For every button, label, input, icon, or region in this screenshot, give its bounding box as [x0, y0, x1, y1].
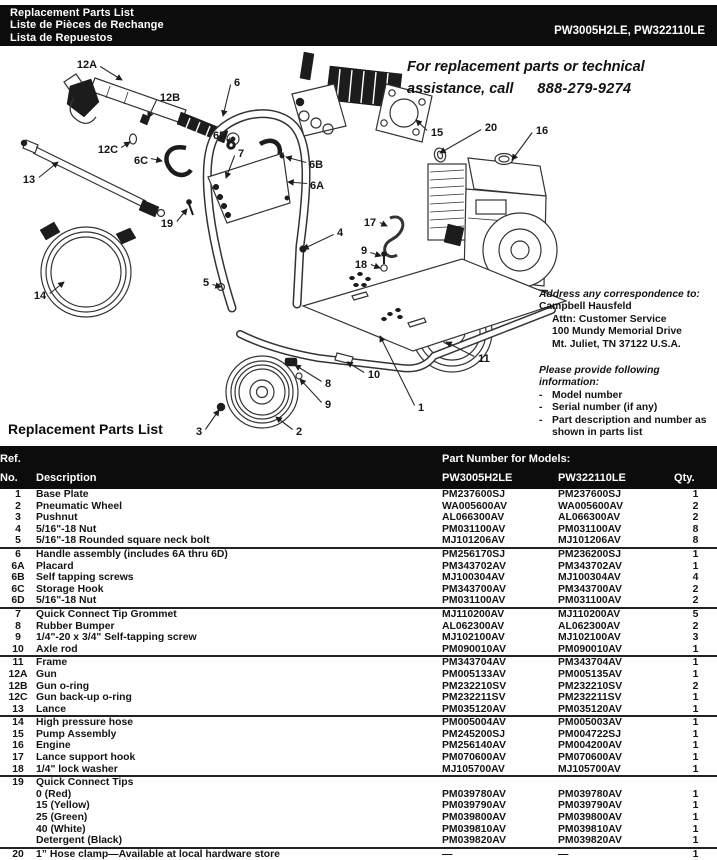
callout-label-9: 9 — [324, 399, 332, 411]
cell-qty: 2 — [692, 512, 699, 524]
cell-pn1: PM031100AV — [442, 595, 506, 607]
part-row — [0, 812, 717, 824]
callout-label-16: 16 — [535, 125, 549, 137]
part-row — [0, 595, 717, 608]
cell-pn2: PM005003AV — [558, 716, 674, 729]
cell-qty: 2 — [692, 583, 699, 595]
correspondence-company: Campbell Hausfeld — [539, 301, 632, 313]
cell-pn2: — — [558, 848, 674, 860]
cell-pn2: PM005135AV — [558, 668, 622, 680]
cell-ref: 2 — [15, 500, 21, 512]
cell-ref: 7 — [0, 608, 36, 621]
cell-pn1: AL062300AV — [442, 620, 505, 632]
cell-desc: 5/16"-18 Nut — [36, 523, 97, 535]
cell-desc: 1” Hose clamp—Available at local hardware store — [36, 848, 442, 860]
left-wheel-illustration — [217, 356, 298, 428]
cell-desc: Frame — [36, 656, 442, 669]
assistance-line1: For replacement parts or technical — [407, 59, 645, 75]
cell-desc: Gun o-ring — [36, 680, 90, 692]
cell-ref: 17 — [12, 752, 24, 764]
provide-item — [539, 415, 715, 440]
cell-pn2: WA005600AV — [558, 500, 624, 512]
cell-pn2: AL062300AV — [558, 620, 621, 632]
cell-qty: 1 — [692, 763, 699, 775]
part-row — [0, 621, 717, 633]
gun-oring-illustration — [130, 114, 151, 144]
cell-ref: 4 — [15, 523, 21, 535]
part-row — [0, 584, 717, 596]
lance-illustration — [21, 140, 165, 217]
part-row — [0, 669, 717, 681]
parts-table-header — [0, 446, 717, 489]
document-header — [0, 5, 717, 46]
part-row — [0, 835, 717, 848]
cell-qty: 2 — [692, 595, 699, 607]
correspondence-block — [539, 289, 715, 439]
col-description: Description — [36, 466, 442, 489]
callout-leader-13 — [39, 162, 58, 178]
cell-pn1: PM237600SJ — [442, 489, 505, 500]
cell-desc: Lance support hook — [36, 752, 136, 764]
col-model1: PW3005H2LE — [442, 466, 558, 489]
callout-label-19: 19 — [160, 218, 174, 230]
cell-pn2: PM004200AV — [558, 740, 622, 752]
cell-qty — [674, 776, 717, 789]
cell-qty: 2 — [692, 620, 699, 632]
cell-pn2: MJ102100AV — [558, 632, 621, 644]
part-row — [0, 548, 717, 561]
cell-ref: 16 — [12, 740, 24, 752]
part-row — [0, 561, 717, 573]
cell-qty: 2 — [692, 500, 699, 512]
header-title-fr: Liste de Pièces de Rechange — [10, 19, 164, 32]
cell-qty: 1 — [692, 812, 699, 824]
cell-pn2: PM039820AV — [558, 835, 622, 847]
provide-item-text: Part description and number as shown in parts list — [552, 414, 707, 439]
cell-pn2: AL066300AV — [558, 512, 621, 524]
cell-desc: Self tapping screws — [36, 572, 134, 584]
cell-ref: 5 — [15, 535, 21, 547]
callout-label-18: 18 — [354, 259, 368, 271]
part-row — [0, 535, 717, 548]
cell-ref: 18 — [12, 763, 24, 775]
callout-label-7: 7 — [237, 148, 245, 160]
cell-pn1: PM256140AV — [442, 740, 506, 752]
cell-qty: 1 — [674, 716, 717, 729]
parts-table — [0, 446, 717, 860]
part-row — [0, 729, 717, 741]
cell-pn1: PM245200SJ — [442, 728, 505, 740]
correspondence-city: Mt. Juliet, TN 37122 U.S.A. — [552, 338, 681, 350]
exploded-parts-diagram — [0, 46, 570, 448]
cell-qty: 4 — [692, 572, 699, 584]
cell-ref: 20 — [0, 848, 36, 860]
cell-pn1: PM039780AV — [442, 788, 506, 800]
bullet-dash: - — [539, 389, 543, 401]
correspondence-attn: Attn: Customer Service — [552, 313, 667, 325]
callout-label-6C: 6C — [133, 155, 149, 167]
part-row — [0, 789, 717, 801]
cell-desc: Axle rod — [36, 643, 78, 655]
provide-intro-line1: Please provide following — [539, 365, 660, 377]
cell-pn2: PM004722SJ — [558, 728, 621, 740]
cell-pn1: MJ102100AV — [442, 632, 505, 644]
callout-label-12C: 12C — [97, 144, 119, 156]
cell-ref: 3 — [15, 512, 21, 524]
hose-illustration — [40, 222, 136, 317]
cell-pn1 — [442, 776, 558, 789]
assistance-phone-number: 888-279-9274 — [537, 80, 632, 97]
correspondence-intro: Address any correspondence to: — [539, 289, 700, 300]
part-row — [0, 512, 717, 524]
callout-label-20: 20 — [484, 122, 498, 134]
cell-qty: 1 — [692, 800, 699, 812]
cell-qty: 1 — [692, 643, 699, 655]
cell-pn2: PM237600SJ — [558, 489, 621, 500]
header-titles — [10, 7, 164, 45]
provide-item-text: Model number — [552, 389, 623, 401]
cell-ref — [0, 835, 36, 848]
cell-ref — [0, 824, 36, 836]
part-row — [0, 824, 717, 836]
part-row — [0, 644, 717, 657]
cell-qty: 1 — [692, 788, 699, 800]
cell-pn2: PM232211SV — [558, 692, 622, 704]
col-model2: PW322110LE — [558, 466, 674, 489]
part-row — [0, 752, 717, 764]
cell-desc: 25 (Green) — [36, 812, 88, 824]
callout-leader-19 — [177, 209, 187, 222]
cell-ref: 8 — [15, 620, 21, 632]
cell-qty: 1 — [692, 835, 699, 847]
part-row — [0, 681, 717, 693]
correspondence-street: 100 Mundy Memorial Drive — [552, 326, 682, 338]
cell-pn1: PM343700AV — [442, 583, 506, 595]
cell-qty: 1 — [692, 692, 699, 704]
callout-leader-18 — [371, 265, 380, 269]
callout-label-6: 6 — [233, 77, 241, 89]
cell-ref: 12B — [8, 680, 28, 692]
cell-pn1: PM039790AV — [442, 800, 506, 812]
cell-pn2: PM236200SJ — [558, 548, 674, 561]
header-title-es: Lista de Repuestos — [10, 31, 113, 44]
cell-desc: Pneumatic Wheel — [36, 500, 123, 512]
part-row — [0, 800, 717, 812]
cell-pn2: PM343704AV — [558, 656, 674, 669]
cell-pn1: PM039820AV — [442, 835, 506, 847]
cell-pn1: PM005133AV — [442, 668, 506, 680]
callout-leader-4 — [303, 235, 334, 250]
part-row — [0, 764, 717, 777]
part-row — [0, 632, 717, 644]
hose-clamp-illustration — [433, 147, 447, 163]
cell-pn1: PM090010AV — [442, 643, 506, 655]
cell-ref: 12A — [8, 668, 28, 680]
cell-ref: 6B — [11, 572, 25, 584]
cell-desc: Detergent (Black) — [36, 835, 123, 847]
cell-desc: Gun — [36, 668, 57, 680]
cell-pn2: PM070600AV — [558, 752, 622, 764]
cell-desc: Gun back-up o-ring — [36, 692, 132, 704]
part-row — [0, 740, 717, 752]
cell-desc: 1/4"-20 x 3/4" Self-tapping screw — [36, 632, 197, 644]
cell-qty: 2 — [692, 680, 699, 692]
cell-desc: 1/4" lock washer — [36, 763, 118, 775]
cell-qty: 1 — [692, 489, 699, 500]
assistance-line2: assistance, call — [407, 80, 514, 97]
callout-label-6A: 6A — [309, 180, 325, 192]
cell-pn1: PM039810AV — [442, 823, 506, 835]
cell-pn2 — [558, 776, 674, 789]
cell-pn2: PM343700AV — [558, 583, 622, 595]
callout-leader-16 — [512, 133, 532, 161]
cell-qty: 1 — [674, 656, 717, 669]
cell-pn1: PM070600AV — [442, 752, 506, 764]
cell-pn1: PM343704AV — [442, 656, 558, 669]
cell-desc: Pushnut — [36, 512, 78, 524]
cell-qty: 1 — [674, 848, 717, 860]
callout-leader-9 — [370, 253, 381, 257]
cell-pn2: MJ101206AV — [558, 535, 621, 547]
cell-pn1: MJ101206AV — [442, 535, 505, 547]
cell-pn2: PM039780AV — [558, 788, 622, 800]
cell-desc: Lance — [36, 703, 67, 715]
cell-pn2: PM039800AV — [558, 812, 622, 824]
cell-desc: 15 (Yellow) — [36, 800, 90, 812]
cell-ref: 1 — [15, 489, 21, 500]
cell-desc: Engine — [36, 740, 71, 752]
provide-item — [539, 390, 715, 402]
cell-ref — [0, 789, 36, 801]
cell-ref: 14 — [0, 716, 36, 729]
part-row — [0, 524, 717, 536]
cell-desc: 5/16"-18 Rounded square neck bolt — [36, 535, 210, 547]
cell-desc: Placard — [36, 560, 74, 572]
assistance-note — [407, 57, 713, 100]
callout-label-5: 5 — [202, 277, 210, 289]
callout-label-4: 4 — [336, 227, 344, 239]
part-row — [0, 716, 717, 729]
cell-desc: Handle assembly (includes 6A thru 6D) — [36, 548, 442, 561]
cell-desc: Quick Connect Tip Grommet — [36, 608, 442, 621]
cell-qty: 3 — [692, 632, 699, 644]
callout-leader-12A — [100, 67, 122, 81]
cell-qty: 1 — [692, 823, 699, 835]
callout-label-2: 2 — [295, 426, 303, 438]
callout-leader-5 — [212, 285, 221, 288]
provide-intro-line2: information: — [539, 377, 600, 389]
cell-ref — [0, 800, 36, 812]
callout-label-13: 13 — [22, 174, 36, 186]
cell-desc: 40 (White) — [36, 823, 86, 835]
bullet-dash: - — [539, 414, 543, 426]
header-model-numbers: PW3005H2LE, PW322110LE — [554, 24, 705, 37]
cell-pn2: PM031100AV — [558, 523, 622, 535]
cell-qty: 8 — [692, 523, 699, 535]
col-ref-line2: No. — [0, 466, 36, 489]
callout-label-12A: 12A — [76, 59, 98, 71]
cell-desc: Rubber Bumper — [36, 620, 115, 632]
callout-label-6B: 6B — [308, 159, 324, 171]
cell-pn1: MJ100304AV — [442, 572, 505, 584]
cell-ref: 19 — [0, 776, 36, 789]
cell-pn1: PM232211SV — [442, 692, 506, 704]
callout-leader-6C — [151, 159, 162, 162]
cell-pn2: PM039790AV — [558, 800, 622, 812]
cell-pn1: — — [442, 848, 558, 860]
cell-pn1: MJ105700AV — [442, 763, 505, 775]
cell-desc: Quick Connect Tips — [36, 776, 442, 789]
bullet-dash: - — [539, 402, 543, 414]
cell-pn1: PM039800AV — [442, 812, 506, 824]
cell-qty: 1 — [692, 703, 699, 715]
part-row — [0, 704, 717, 717]
cell-pn1: PM035120AV — [442, 703, 506, 715]
cell-desc: Storage Hook — [36, 583, 104, 595]
cell-ref: 9 — [15, 632, 21, 644]
cell-pn1: PM343702AV — [442, 560, 506, 572]
cell-pn1: PM031100AV — [442, 523, 506, 535]
part-row — [0, 776, 717, 789]
cell-qty: 1 — [692, 560, 699, 572]
cell-ref: 6 — [0, 548, 36, 561]
parts-list-heading: Replacement Parts List — [8, 421, 163, 437]
cell-pn2: PM343702AV — [558, 560, 622, 572]
cell-pn2: PM031100AV — [558, 595, 622, 607]
cell-qty: 1 — [692, 728, 699, 740]
cell-desc: 0 (Red) — [36, 788, 72, 800]
cell-ref: 13 — [12, 703, 24, 715]
callout-label-17: 17 — [363, 217, 377, 229]
part-row — [0, 572, 717, 584]
callout-leader-12C — [121, 142, 130, 148]
cell-pn2: PM035120AV — [558, 703, 622, 715]
callout-label-12B: 12B — [159, 92, 181, 104]
part-row — [0, 848, 717, 860]
parts-table-body — [0, 489, 717, 860]
provide-item — [539, 402, 715, 414]
callout-leader-3 — [205, 410, 219, 430]
cell-ref: 11 — [0, 656, 36, 669]
cell-pn1: WA005600AV — [442, 500, 508, 512]
cell-pn2: PM090010AV — [558, 643, 622, 655]
part-row — [0, 501, 717, 513]
cell-qty: 8 — [692, 535, 699, 547]
cell-desc: Pump Assembly — [36, 728, 117, 740]
provide-item-text: Serial number (if any) — [552, 402, 658, 414]
callout-leader-17 — [380, 223, 387, 227]
callout-label-11: 11 — [478, 353, 490, 365]
col-ref-line1: Ref. — [0, 446, 36, 466]
cell-ref: 6C — [11, 583, 25, 595]
cell-qty: 1 — [674, 548, 717, 561]
callout-label-6D: 6D — [212, 130, 228, 142]
col-spacer — [674, 446, 717, 466]
callout-leader-20 — [440, 130, 481, 154]
cell-qty: 5 — [674, 608, 717, 621]
cell-ref: 15 — [12, 728, 24, 740]
callout-leader-9 — [300, 379, 322, 403]
cell-pn2: MJ105700AV — [558, 763, 621, 775]
callout-leader-6 — [223, 85, 231, 117]
part-row — [0, 608, 717, 621]
cell-ref: 12C — [8, 692, 28, 704]
cell-desc: Base Plate — [36, 489, 89, 500]
diagram-svg — [0, 46, 570, 448]
cell-ref — [0, 812, 36, 824]
callout-label-10: 10 — [367, 369, 381, 381]
col-part-number-heading: Part Number for Models: — [442, 446, 674, 466]
cell-pn1: PM256170SJ — [442, 548, 558, 561]
cell-qty: 1 — [692, 668, 699, 680]
cell-pn1: PM232210SV — [442, 680, 507, 692]
cell-pn1: AL066300AV — [442, 512, 505, 524]
cell-qty: 1 — [692, 752, 699, 764]
callout-label-8: 8 — [324, 378, 332, 390]
cell-qty: 1 — [692, 740, 699, 752]
callout-label-3: 3 — [195, 426, 203, 438]
cell-pn2: MJ100304AV — [558, 572, 621, 584]
callout-label-1: 1 — [417, 402, 425, 414]
callout-label-15: 15 — [430, 127, 444, 139]
col-qty: Qty. — [674, 466, 717, 489]
cell-pn1: MJ110200AV — [442, 608, 558, 621]
screw-illustration — [186, 199, 193, 215]
col-spacer — [36, 446, 442, 466]
part-row — [0, 489, 717, 501]
callout-label-14: 14 — [33, 290, 47, 302]
cell-desc: 5/16"-18 Nut — [36, 595, 97, 607]
cell-pn2: MJ110200AV — [558, 608, 674, 621]
cell-desc: High pressure hose — [36, 716, 442, 729]
part-row — [0, 692, 717, 704]
cell-pn1: PM005004AV — [442, 716, 558, 729]
part-row — [0, 656, 717, 669]
cell-ref: 6A — [11, 560, 25, 572]
cell-ref: 10 — [12, 643, 24, 655]
cell-ref: 6D — [11, 595, 25, 607]
header-title-en: Replacement Parts List — [10, 6, 134, 19]
cell-pn2: PM232210SV — [558, 680, 623, 692]
cell-pn2: PM039810AV — [558, 823, 622, 835]
callout-label-9: 9 — [360, 245, 368, 257]
